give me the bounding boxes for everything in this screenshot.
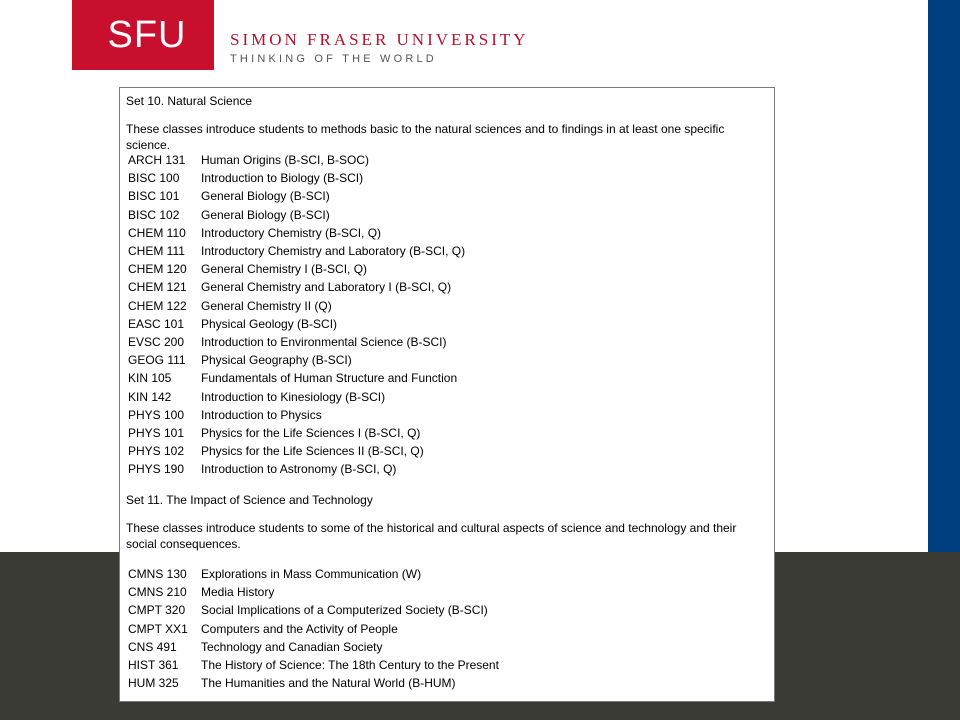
course-row bbox=[128, 206, 330, 224]
sfu-logo bbox=[72, 0, 214, 70]
course-title: Technology and Canadian Society bbox=[201, 639, 383, 654]
course-title: Introductory Chemistry and Laboratory (B-SCI, Q) bbox=[201, 244, 466, 258]
course-title: Human Origins (B-SCI, B-SOC) bbox=[201, 153, 370, 167]
course-row bbox=[128, 169, 363, 187]
course-row bbox=[128, 674, 456, 692]
course-title: Introductory Chemistry (B-SCI, Q) bbox=[201, 225, 382, 240]
course-code: CMPT 320 bbox=[128, 603, 186, 618]
set10-title: Set 10. Natural Science bbox=[126, 94, 253, 108]
course-code: PHYS 100 bbox=[128, 407, 185, 422]
course-row bbox=[128, 333, 446, 351]
course-code: CMPT XX1 bbox=[128, 621, 188, 636]
course-code: BISC 101 bbox=[128, 189, 180, 204]
logo-university-name: SIMON FRASER UNIVERSITY bbox=[230, 30, 529, 49]
course-code: GEOG 111 bbox=[128, 353, 186, 368]
course-title: Computers and the Activity of People bbox=[201, 621, 398, 636]
course-code: KIN 105 bbox=[128, 371, 172, 386]
logo-tagline: THINKING OF THE WORLD bbox=[230, 53, 437, 65]
set11-description: These classes introduce students to some of the historical and cultural aspects of science and technology and their social consequences. bbox=[126, 521, 737, 551]
course-title: General Biology (B-SCI) bbox=[201, 207, 330, 222]
course-row bbox=[128, 187, 330, 205]
course-code: CMNS 130 bbox=[128, 567, 187, 581]
course-code: EASC 101 bbox=[128, 316, 185, 331]
course-code: HIST 361 bbox=[128, 658, 179, 672]
course-row bbox=[128, 565, 421, 583]
course-row bbox=[128, 278, 451, 296]
course-code: CHEM 110 bbox=[128, 225, 186, 240]
course-row bbox=[128, 638, 382, 656]
course-title: General Biology (B-SCI) bbox=[201, 189, 330, 204]
course-code: CHEM 122 bbox=[128, 298, 187, 313]
course-title: Physical Geology (B-SCI) bbox=[201, 316, 338, 331]
course-row bbox=[128, 297, 332, 315]
blue-side-bar bbox=[928, 0, 960, 552]
course-row bbox=[128, 388, 385, 406]
course-code: EVSC 200 bbox=[128, 335, 185, 349]
course-row bbox=[128, 601, 488, 619]
course-title: Introduction to Astronomy (B-SCI, Q) bbox=[201, 462, 397, 477]
course-row bbox=[128, 242, 465, 260]
course-code: ARCH 131 bbox=[128, 153, 186, 167]
course-row bbox=[128, 260, 367, 278]
course-code: PHYS 190 bbox=[128, 462, 185, 477]
course-row bbox=[128, 583, 274, 601]
course-row bbox=[128, 424, 420, 442]
course-title: General Chemistry II (Q) bbox=[201, 298, 332, 313]
logo-sfu-text: SFU bbox=[107, 14, 187, 56]
course-title: Introduction to Biology (B-SCI) bbox=[201, 171, 364, 186]
course-title: The History of Science: The 18th Century to the Present bbox=[201, 658, 499, 672]
course-title: Introduction to Physics bbox=[201, 407, 322, 422]
course-row bbox=[128, 620, 398, 638]
course-code: BISC 102 bbox=[128, 207, 180, 222]
course-title: Physics for the Life Sciences II (B-SCI, Q) bbox=[201, 444, 424, 459]
course-code: KIN 142 bbox=[128, 389, 172, 404]
course-code: CNS 491 bbox=[128, 639, 177, 654]
course-code: CHEM 121 bbox=[128, 280, 187, 295]
course-code: PHYS 101 bbox=[128, 426, 185, 440]
course-code: CHEM 120 bbox=[128, 262, 187, 277]
course-code: CMNS 210 bbox=[128, 585, 187, 600]
course-title: Physical Geography (B-SCI) bbox=[201, 353, 352, 368]
course-title: Fundamentals of Human Structure and Function bbox=[201, 371, 458, 386]
set11-title: Set 11. The Impact of Science and Technology bbox=[126, 493, 373, 507]
course-title: Introduction to Kinesiology (B-SCI) bbox=[201, 389, 386, 404]
course-list-document bbox=[119, 87, 775, 702]
course-title: The Humanities and the Natural World (B-HUM) bbox=[201, 676, 456, 691]
course-title: General Chemistry I (B-SCI, Q) bbox=[201, 262, 368, 277]
course-row bbox=[128, 351, 352, 369]
course-title: General Chemistry and Laboratory I (B-SCI, Q) bbox=[201, 280, 452, 295]
course-row bbox=[128, 151, 369, 169]
course-title: Introduction to Environmental Science (B-SCI) bbox=[201, 335, 447, 349]
course-row bbox=[128, 406, 322, 424]
course-row bbox=[128, 460, 396, 478]
course-title: Media History bbox=[201, 585, 275, 600]
course-title: Social Implications of a Computerized Society (B-SCI) bbox=[201, 603, 488, 618]
course-code: HUM 325 bbox=[128, 676, 179, 691]
course-row bbox=[128, 656, 499, 674]
course-row bbox=[128, 315, 337, 333]
course-title: Physics for the Life Sciences I (B-SCI, Q) bbox=[201, 426, 421, 440]
course-row bbox=[128, 442, 424, 460]
course-code: PHYS 102 bbox=[128, 444, 185, 459]
course-code: BISC 100 bbox=[128, 171, 180, 186]
course-code: CHEM 111 bbox=[128, 244, 185, 258]
course-title: Explorations in Mass Communication (W) bbox=[201, 567, 422, 581]
set10-description: These classes introduce students to methods basic to the natural sciences and to findings in at least one specific science. bbox=[126, 122, 725, 152]
course-row bbox=[128, 369, 457, 387]
course-row bbox=[128, 224, 381, 242]
